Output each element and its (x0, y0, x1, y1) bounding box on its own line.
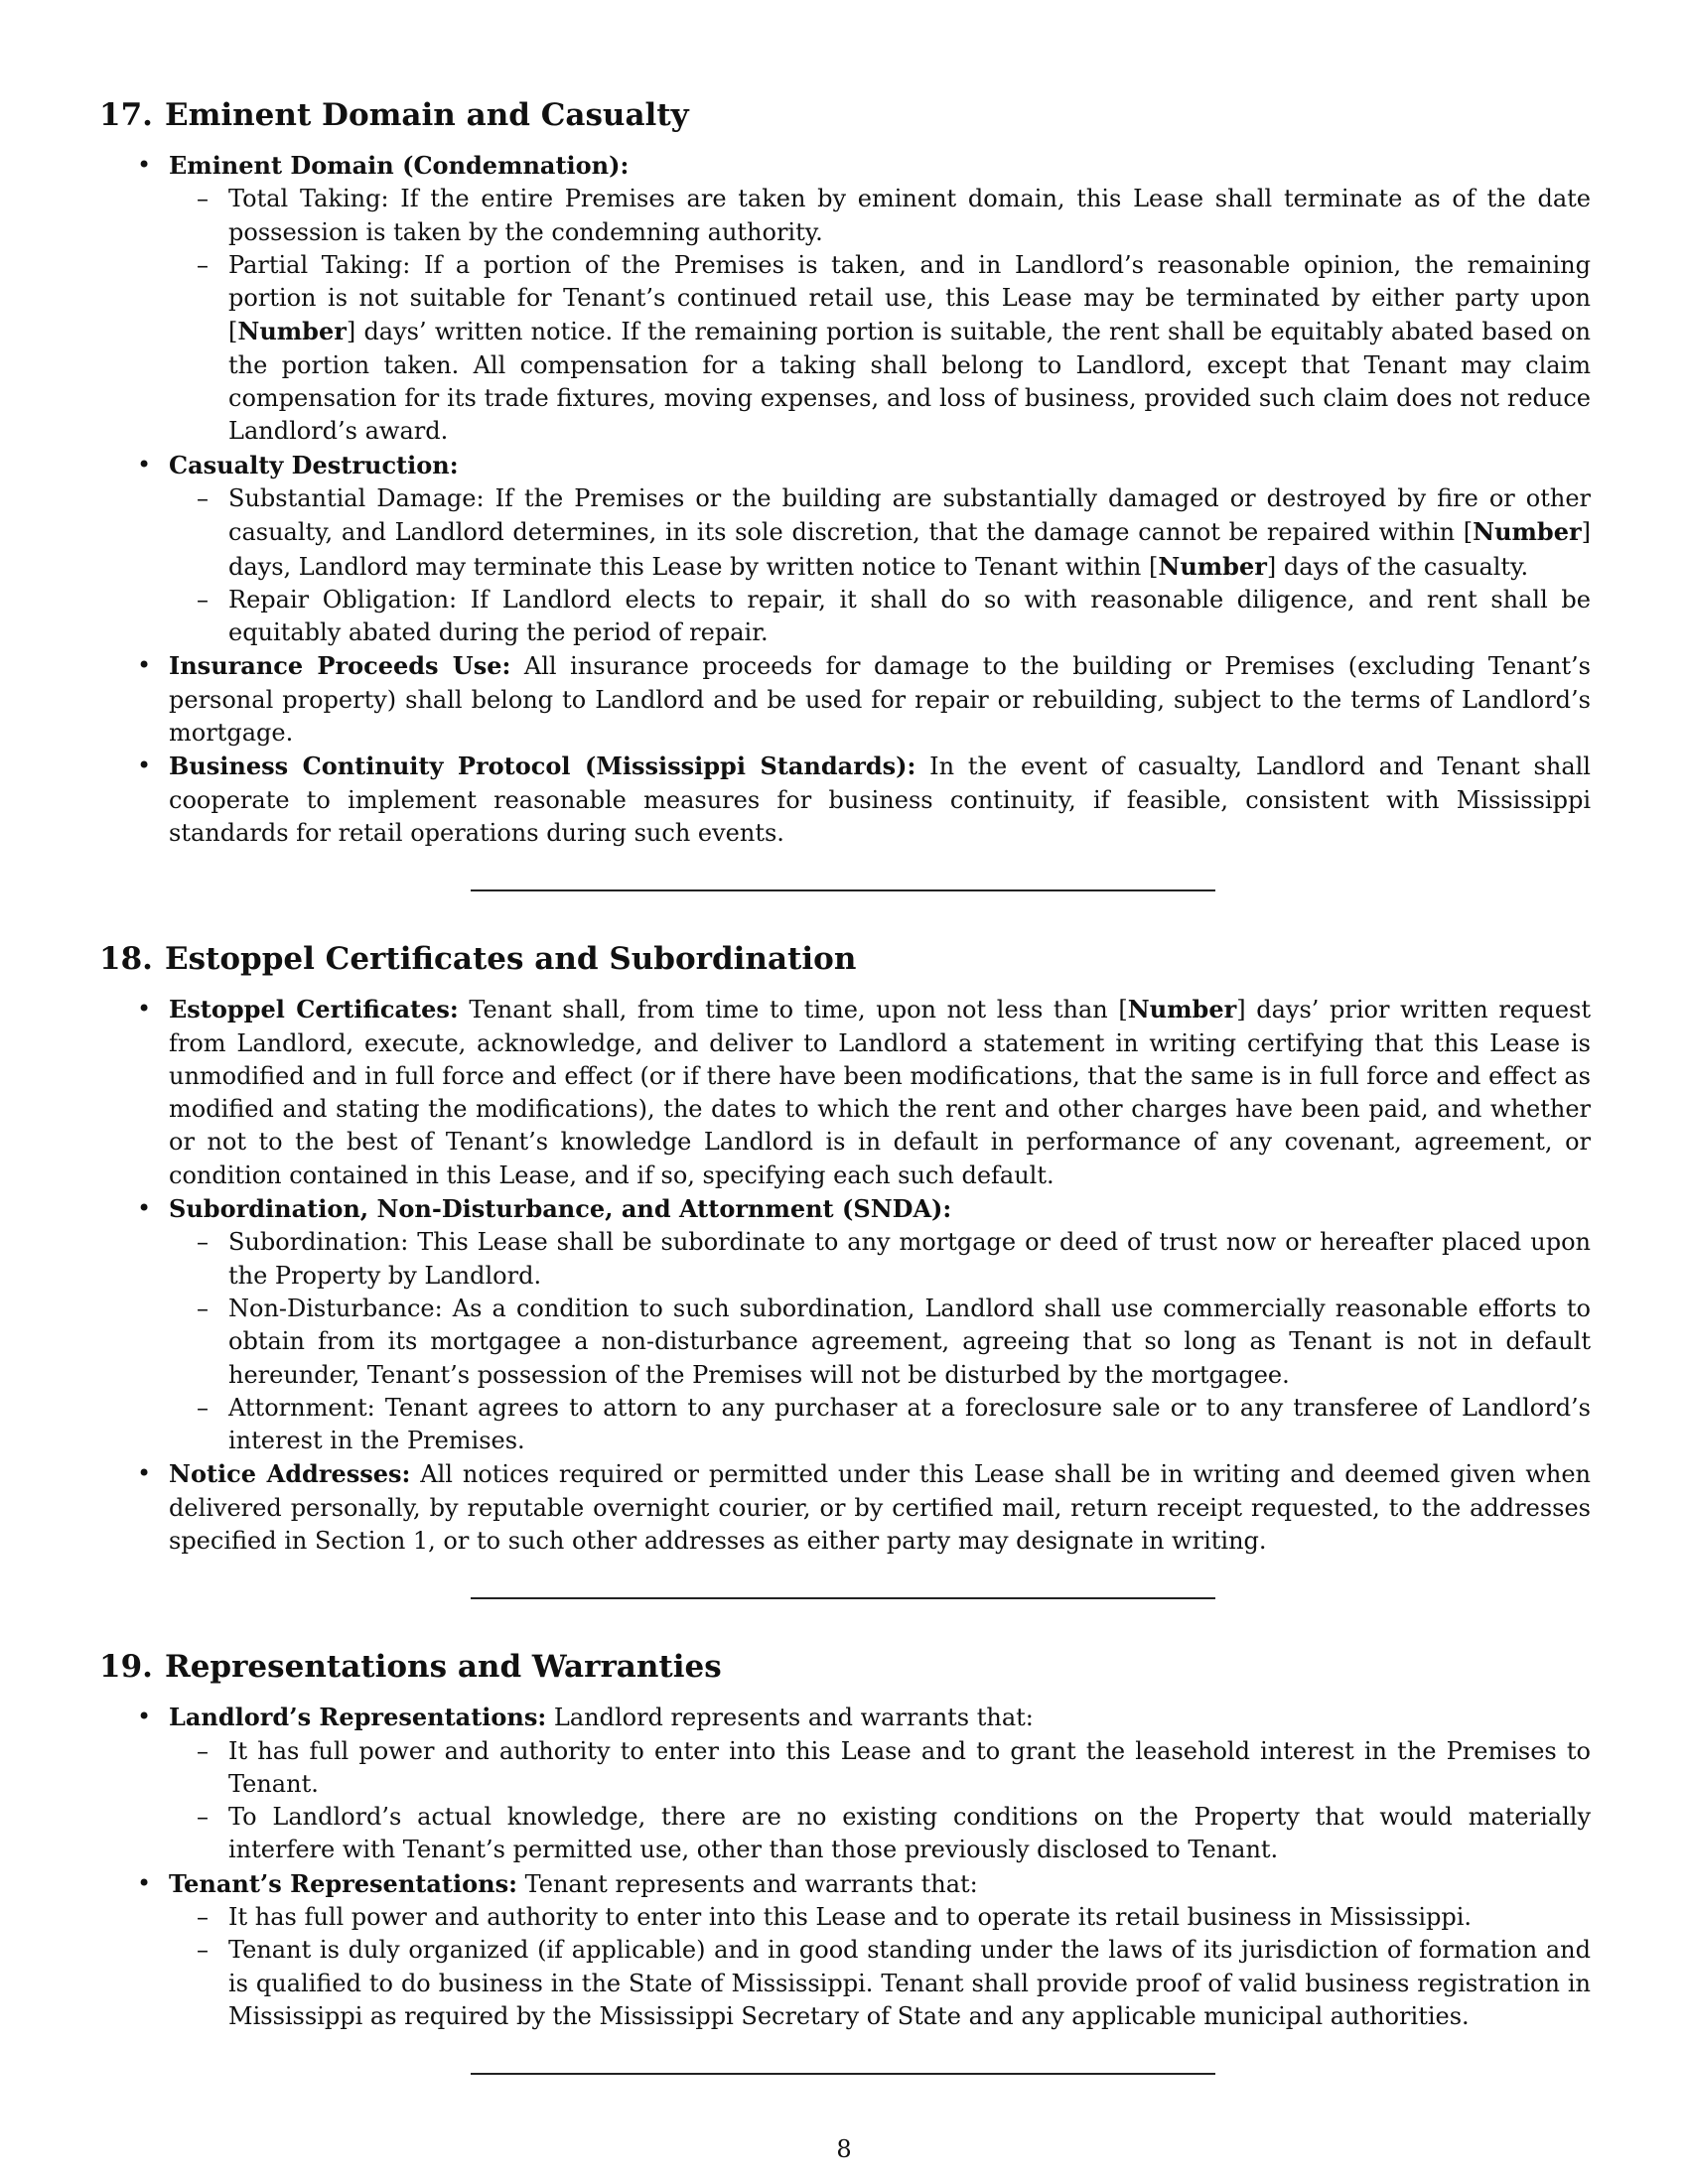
section-title: Representations and Warranties (164, 1649, 722, 1686)
section-divider (471, 889, 1215, 891)
sub-item: – It has full power and authority to enter into this Lease and to operate its retail business in Mississippi. (169, 1901, 1591, 1934)
text-run: ] days, Landlord may terminate this Lease by written notice to Tenant within [ (228, 518, 1591, 581)
section-divider (471, 1597, 1215, 1599)
item-text: All insurance proceeds for damage to the building or Premises (excluding Tenant’s personal property) shall belong to Landlord and be used for repair or rebuilding, subject to the terms of Landlord’s mortgage. (169, 652, 1592, 748)
item-label: Insurance Proceeds Use: (169, 651, 511, 681)
section-title: Eminent Domain and Casualty (164, 97, 689, 133)
sub-item: – To Landlord’s actual knowledge, there are no existing conditions on the Property that would materially interfere with Tenant’s permitted use, other than those previously disclosed to Tenant. (169, 1801, 1591, 1867)
page-number: 8 (836, 2135, 852, 2163)
text-run: ] days’ prior written request from Landlord, execute, acknowledge, and deliver to Landlord a statement in writing certifying that this Lease is unmodified and in full force and effect (or if there have been modifications, that the same is in full force and effect as modified and stating the modifications), the dates to which the rent and other charges have been paid, and whether or not to the best of Tenant’s knowledge Landlord is in default in performance of any covenant, agreement, or condition contained in this Lease, and if so, specifying each such default. (169, 996, 1591, 1189)
section-heading (99, 939, 1591, 979)
sub-list (169, 183, 1591, 448)
section-19 (99, 1647, 1591, 2075)
page-content (99, 95, 1591, 2075)
list-item (99, 1701, 1591, 1866)
item-text: Landlord represents and warrants that: (553, 1704, 1034, 1732)
sub-item (169, 482, 1591, 584)
section-number: 17. (99, 97, 153, 133)
sub-item: – Subordination: This Lease shall be subordinate to any mortgage or deed of trust now or hereafter placed upon the Property by Landlord. (169, 1226, 1591, 1293)
list-item (99, 1192, 1591, 1457)
item-text: In the event of casualty, Landlord and Tenant shall cooperate to implement reasonable measures for business continuity, if feasible, consistent with Mississippi standards for retail operations during such events. (169, 752, 1591, 847)
section-heading (99, 1647, 1591, 1687)
section-17 (99, 95, 1591, 891)
sub-list (169, 1901, 1591, 2033)
section-heading (99, 95, 1591, 135)
sub-item (169, 249, 1591, 449)
sub-item: – Total Taking: If the entire Premises are taken by eminent domain, this Lease shall terminate as of the date possession is taken by the condemning authority. (169, 183, 1591, 249)
item-label: Subordination, Non-Disturbance, and Attornment (SNDA): (169, 1194, 952, 1224)
section-title: Estoppel Certificates and Subordination (164, 941, 857, 978)
item-text: All notices required or permitted under this Lease shall be in writing and deemed given when delivered personally, by reputable overnight courier, or by certified mail, return receipt requested, to the addresses specified in Section 1, or to such other addresses as either party may designate in writing. (169, 1460, 1591, 1555)
placeholder-field: Number (1158, 551, 1267, 581)
section-18 (99, 939, 1591, 1599)
item-label: Notice Addresses: (169, 1459, 411, 1489)
placeholder-field: Number (237, 317, 347, 346)
sub-list (169, 482, 1591, 649)
sub-list (169, 1735, 1591, 1867)
list-item (99, 1867, 1591, 2033)
sub-item: – Non-Disturbance: As a condition to such subordination, Landlord shall use commercially reasonable efforts to obtain from its mortgagee a non-disturbance agreement, agreeing that so long as Tenant is not in default hereunder, Tenant’s possession of the Premises will not be disturbed by the mortgagee. (169, 1293, 1591, 1392)
list-item (99, 149, 1591, 449)
sub-item: – Repair Obligation: If Landlord elects to repair, it shall do so with reasonable diligence, and rent shall be equitably abated during the period of repair. (169, 584, 1591, 650)
list-item (99, 449, 1591, 650)
item-label: Casualty Destruction: (169, 450, 459, 479)
item-label: Landlord’s Representations: (169, 1703, 547, 1732)
list-item (99, 1457, 1591, 1558)
item-text: Tenant represents and warrants that: (524, 1869, 978, 1898)
list-item (99, 993, 1591, 1192)
item-label: Tenant’s Representations: (169, 1868, 517, 1898)
sub-item: – Attornment: Tenant agrees to attorn to any purchaser at a foreclosure sale or to any transferee of Landlord’s interest in the Premises. (169, 1392, 1591, 1458)
text-run: Partial Taking: If a portion of the Premises is taken, and in Landlord’s reasonable opinion, the remaining portion is not suitable for Tenant’s continued retail use, this Lease may be terminated by either party upon [ (228, 250, 1591, 346)
bullet-list (99, 1701, 1591, 2033)
text-run: ] days’ written notice. If the remaining portion is suitable, the rent shall be equitably abated based on the portion taken. All compensation for a taking shall belong to Landlord, except that Tenant may claim compensation for its trade fixtures, moving expenses, and loss of business, provided such claim does not reduce Landlord’s award. (228, 318, 1591, 446)
list-item (99, 649, 1591, 750)
placeholder-field: Number (1127, 995, 1237, 1024)
text-run: ] days of the casualty. (1266, 552, 1529, 581)
bullet-list (99, 993, 1591, 1558)
item-label: Eminent Domain (Condemnation): (169, 151, 630, 180)
item-label: Business Continuity Protocol (Mississippi Standards): (169, 751, 916, 781)
text-run: Substantial Damage: If the Premises or the building are substantially damaged or destroyed by fire or other casualty, and Landlord determines, in its sole discretion, that the damage cannot be repaired within [ (228, 483, 1591, 547)
placeholder-field: Number (1473, 517, 1582, 547)
sub-list (169, 1226, 1591, 1457)
section-divider (471, 2073, 1215, 2075)
list-item (99, 750, 1591, 850)
sub-item: – It has full power and authority to enter into this Lease and to grant the leasehold interest in the Premises to Tenant. (169, 1735, 1591, 1802)
section-number: 19. (99, 1649, 153, 1686)
bullet-list (99, 149, 1591, 850)
text-run: Tenant shall, from time to time, upon not less than [ (469, 996, 1128, 1024)
item-label: Estoppel Certificates: (169, 995, 459, 1024)
sub-item: – Tenant is duly organized (if applicable) and in good standing under the laws of its jurisdiction of formation and is qualified to do business in the State of Mississippi. Tenant shall provide proof of valid business registration in Mississippi as required by the Mississippi Secretary of State and any applicable municipal authorities. (169, 1934, 1591, 2033)
section-number: 18. (99, 941, 153, 978)
